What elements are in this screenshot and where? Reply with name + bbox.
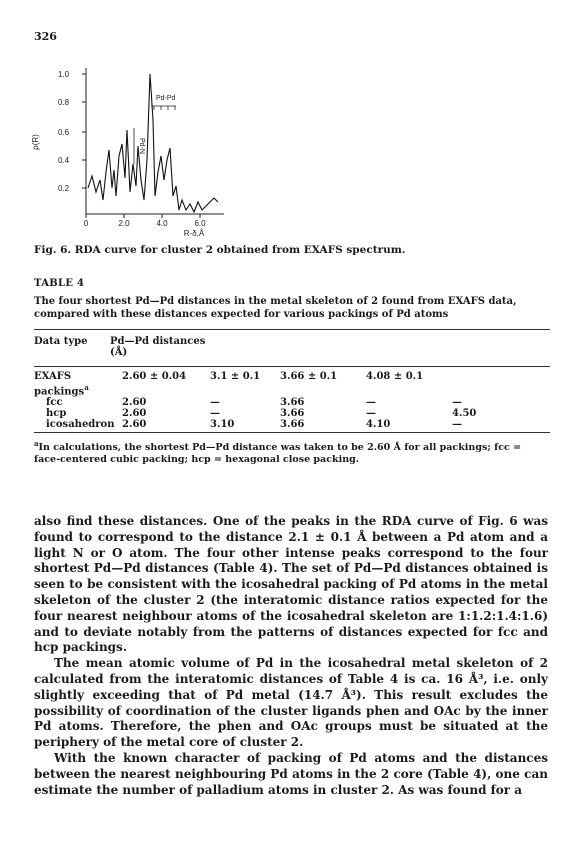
cell	[210, 382, 280, 397]
cell: 3.66 ± 0.1	[280, 371, 338, 382]
paragraph-3: With the known character of packing of Pd atoms and the distances between the nearest neighbouring Pd atoms in the 2 core (Table 4), one can estimate the number of palladium atoms in cluster 2. As was found for a	[34, 750, 548, 797]
row-type: icosahedron	[46, 419, 115, 431]
table-rule-bottom	[34, 432, 550, 433]
table-row	[34, 371, 550, 382]
table-row	[34, 382, 550, 397]
cell: —	[452, 419, 462, 431]
y-axis-label: ρ(R)	[31, 134, 40, 150]
table-row	[34, 397, 550, 408]
table-label: TABLE 4	[34, 278, 85, 289]
cell: 3.66	[280, 419, 305, 431]
table-row	[34, 419, 550, 430]
header-distances	[110, 330, 550, 362]
row-type: EXAFS	[34, 371, 72, 382]
table-rule-mid	[34, 366, 550, 367]
row-type	[34, 382, 122, 397]
cell: 2.60	[122, 408, 147, 420]
x-tick-label: 4.0	[156, 219, 168, 228]
cell: 4.08 ± 0.1	[366, 371, 424, 382]
distance-table-body	[34, 371, 550, 430]
x-tick-label: 2.0	[118, 219, 130, 228]
cell: 3.66	[280, 408, 305, 420]
pd-n-annotation: Pd-N	[138, 138, 145, 154]
header-distances-line2: (Å)	[110, 347, 128, 358]
cell: 2.60	[122, 419, 147, 431]
paragraph-2: The mean atomic volume of Pd in the icosahedral metal skeleton of 2 calculated from the interatomic distances of Table 4 is ca. 16 Å³, i.e. only slightly exceeding that of Pd metal (14.7 Å³). This result excludes the possibility of coordination of the cluster ligands phen and OAc by the inner Pd atoms. Therefore, the phen and OAc groups must be situated at the periphery of the metal core of cluster 2.	[34, 656, 548, 750]
page-number: 326	[34, 30, 57, 43]
figure-caption: Fig. 6. RDA curve for cluster 2 obtained from EXAFS spectrum.	[34, 244, 406, 256]
cell: 2.60 ± 0.04	[122, 371, 187, 382]
cell: —	[210, 397, 220, 409]
header-distances-line1: Pd—Pd distances	[110, 336, 206, 347]
y-tick-label: 0.8	[58, 98, 70, 107]
table-footnote	[34, 438, 550, 466]
row-type: fcc	[46, 397, 63, 409]
cell	[280, 382, 366, 397]
x-axis-label: R-δ,Å	[183, 229, 205, 238]
cell	[452, 382, 550, 397]
footnote-marker: a	[84, 383, 89, 392]
y-tick-label: 0.4	[58, 156, 70, 165]
cell: 4.10	[366, 419, 391, 431]
rda-plot	[30, 60, 270, 240]
cell	[452, 371, 550, 382]
cell: 3.10	[210, 419, 235, 431]
header-data-type: Data type	[34, 336, 88, 347]
cell: 3.1 ± 0.1	[210, 371, 261, 382]
table-4	[34, 278, 550, 466]
rda-figure	[30, 60, 270, 240]
footnote-mark: a	[34, 439, 39, 449]
pd-pd-annotation: Pd-Pd	[156, 95, 176, 102]
x-tick-label: 0	[83, 219, 89, 228]
body-text	[34, 514, 548, 798]
pd-pd-marker	[151, 106, 176, 110]
x-tick-label: 6.0	[194, 219, 206, 228]
cell: —	[366, 397, 376, 409]
cell	[366, 382, 452, 397]
cell: —	[210, 408, 220, 420]
cell	[122, 382, 210, 397]
distance-table	[34, 330, 550, 362]
y-tick-label: 0.2	[58, 184, 70, 193]
cell: —	[366, 408, 376, 420]
x-ticks	[86, 214, 200, 218]
row-type: hcp	[46, 408, 67, 420]
table-title: The four shortest Pd—Pd distances in the metal skeleton of 2 found from EXAFS data, compared with these distances expected for various packings of Pd atoms	[34, 296, 517, 320]
paragraph-1: also find these distances. One of the peaks in the RDA curve of Fig. 6 was found to correspond to the distance 2.1 ± 0.1 Å between a Pd atom and a light N or O atom. The four other intense peaks correspond to the four shortest Pd—Pd distances (Table 4). The set of Pd—Pd distances obtained is seen to be consistent with the icosahedral packing of Pd atoms in the metal skeleton of the cluster 2 (the interatomic distance ratios expected for the four nearest neighbour atoms of the icosahedral skeleton are 1:1.2:1.4:1.6) and to deviate notably from the patterns of distances expected for fcc and hcp packings.	[34, 514, 548, 655]
cell: 3.66	[280, 397, 305, 409]
table-row	[34, 408, 550, 419]
cell: —	[452, 397, 462, 409]
cell: 4.50	[452, 408, 477, 420]
row-type-text: packings	[34, 386, 85, 398]
footnote-text: In calculations, the shortest Pd—Pd distance was taken to be 2.60 Å for all packings; fcc = face-centered cubic packing; hcp = hexagonal close packing.	[34, 442, 522, 466]
y-tick-label: 1.0	[58, 70, 70, 79]
y-ticks	[82, 74, 86, 188]
cell: 2.60	[122, 397, 147, 409]
rda-curve	[88, 74, 218, 212]
y-tick-label: 0.6	[58, 128, 70, 137]
